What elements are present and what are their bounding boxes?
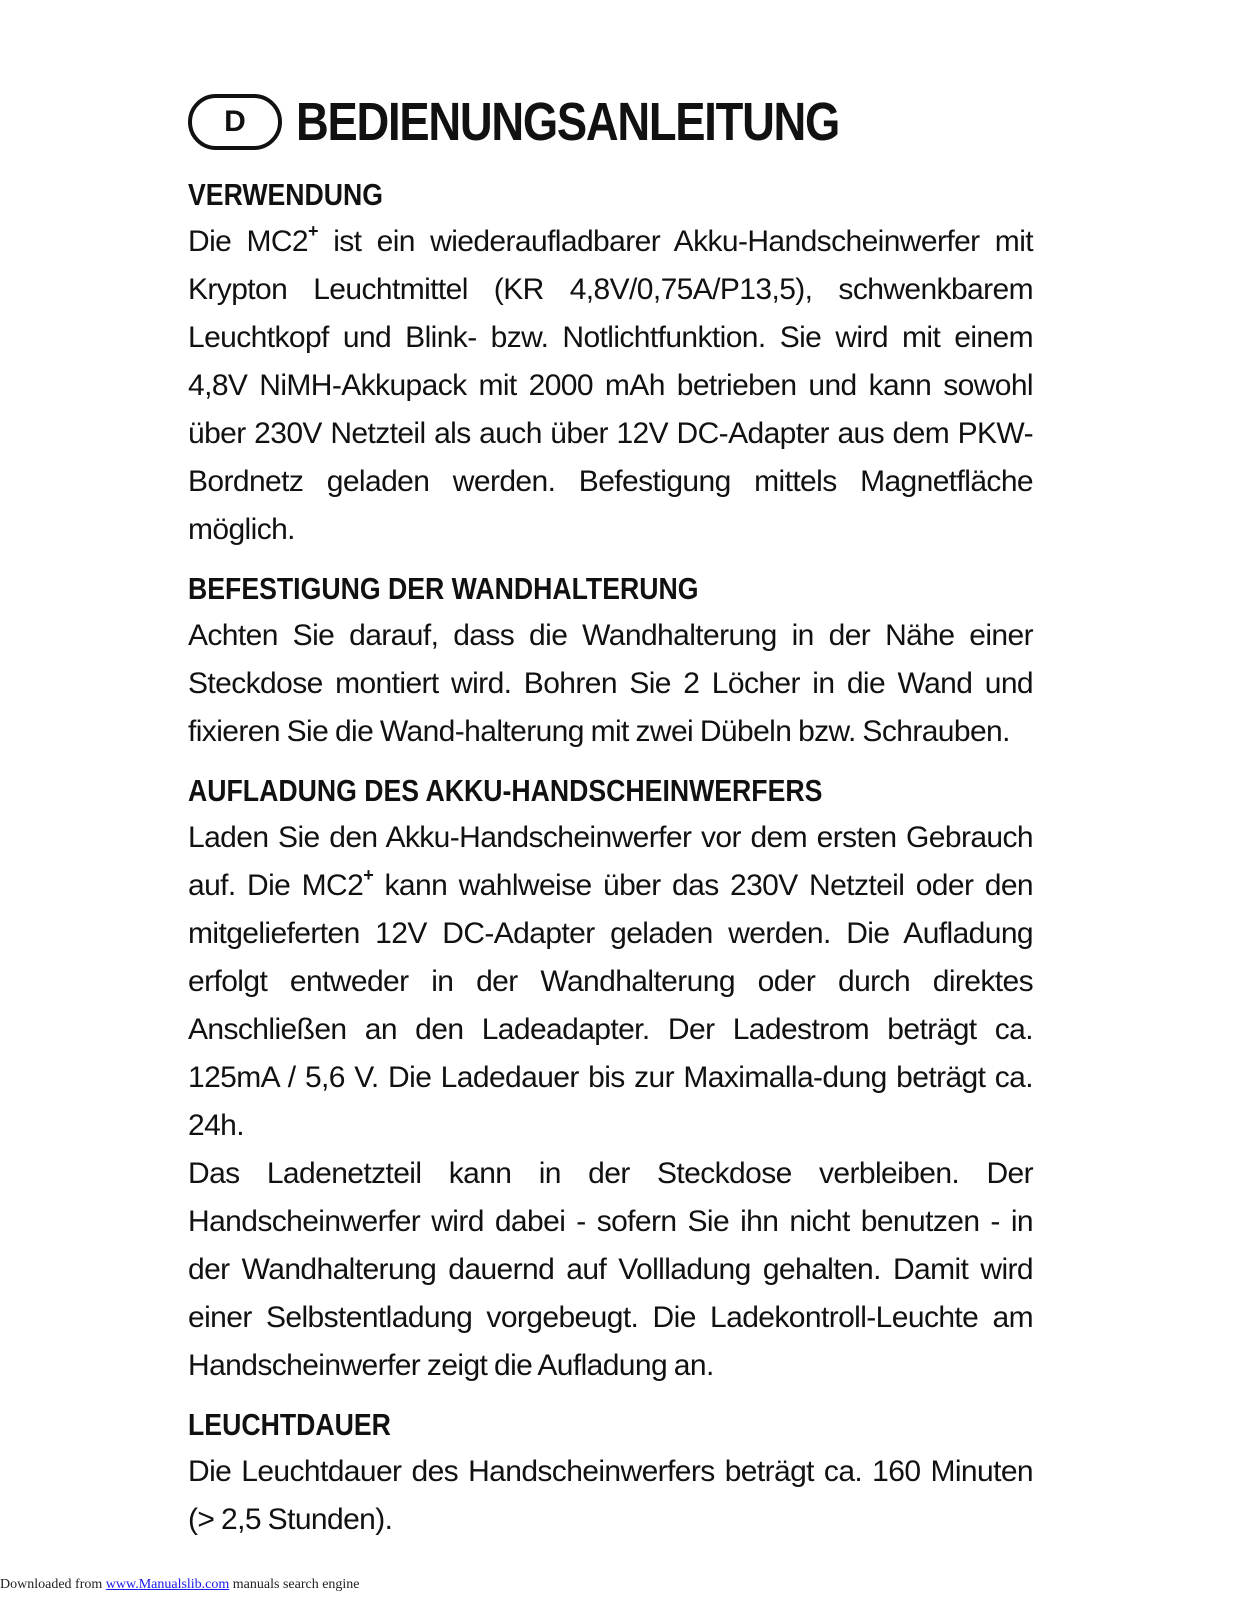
manual-page [188, 82, 1033, 1544]
paragraph-text: ist ein wiederaufladbarer Akku-Handscheinwerfer mit Krypton Leuchtmittel (KR 4,8V/0,75A/P13,5), schwenkbarem Leuchtkopf und Blink- bzw. Notlichtfunktion. Sie wird mit einem 4,8V NiMH-Akkupack mit 2000 mAh betrieben und kann sowohl über 230V Netzteil als auch über 12V DC-Adapter aus dem PKW-Bordnetz geladen werden. Befestigung mittels Magnetfläche möglich. [188, 225, 1033, 546]
section-heading: VERWENDUNG [188, 177, 384, 212]
manualslib-link[interactable]: www.Manualslib.com [105, 1577, 230, 1592]
superscript-plus: + [308, 221, 318, 241]
footer-suffix: manuals search engine [229, 1577, 360, 1592]
page-title: BEDIENUNGSANLEITUNG [296, 92, 840, 152]
section-heading: AUFLADUNG DES AKKU-HANDSCHEINWERFERS [188, 773, 823, 808]
paragraph-text: kann wahlweise über das 230V Netzteil oder den mitgelieferten 12V DC-Adapter geladen werden. Die Aufladung erfolgt entweder in der Wandhalterung oder durch direktes Anschließen an den Ladeadapter. Der Ladestrom beträgt ca. 125mA / 5,6 V. Die Ladedauer bis zur Maximalla-dung beträgt ca. 24h. [188, 869, 1033, 1142]
model-name: Die MC2 [188, 225, 309, 258]
section-heading: BEFESTIGUNG DER WANDHALTERUNG [188, 571, 699, 606]
download-footer [0, 1577, 360, 1593]
footer-prefix: Downloaded from [0, 1577, 106, 1592]
section-usage [188, 172, 1033, 554]
section-paragraph: Die Leuchtdauer des Handscheinwerfers beträgt ca. 160 Minuten (> 2,5 Stunden). [188, 1455, 1033, 1536]
superscript-plus: + [363, 865, 374, 885]
section-paragraph [188, 218, 1033, 554]
section-charging [188, 768, 1033, 1390]
section-paragraph [188, 814, 1033, 1150]
language-badge: D [188, 94, 282, 150]
section-duration [188, 1402, 1033, 1544]
paragraph-text: Laden Sie den Akku-Handscheinwerfer vor dem ersten Gebrauch auf. Die MC2 [188, 821, 1033, 902]
section-paragraph: Das Ladenetzteil kann in der Steckdose verbleiben. Der Handscheinwerfer wird dabei - sofern Sie ihn nicht benutzen - in der Wandhalterung dauernd auf Vollladung gehalten. Damit wird einer Selbstentladung vorgebeugt. Die Ladekontroll-Leuchte am Handscheinwerfer zeigt die Aufladung an. [188, 1157, 1033, 1382]
section-mounting [188, 566, 1033, 756]
section-heading: LEUCHTDAUER [188, 1407, 391, 1442]
section-paragraph: Achten Sie darauf, dass die Wandhalterung in der Nähe einer Steckdose montiert wird. Bohren Sie 2 Löcher in die Wand und fixieren Sie die Wand-halterung mit zwei Dübeln bzw. Schrauben. [188, 619, 1033, 748]
title-row [188, 82, 1033, 162]
